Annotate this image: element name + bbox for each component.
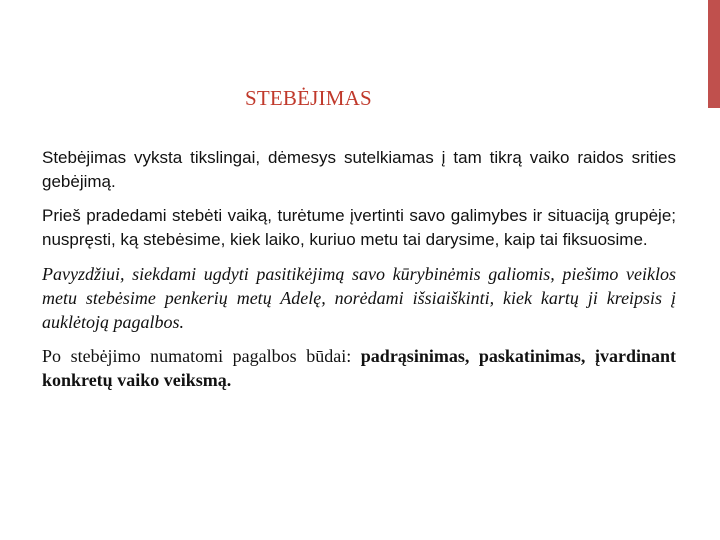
slide-title: STEBĖJIMAS — [245, 86, 372, 110]
slide-content — [42, 146, 676, 402]
paragraph-help-methods — [42, 344, 676, 392]
help-methods-list: padrąsinimas, paskatinimas, įvardinant konkretų vaiko veiksmą. — [42, 346, 677, 390]
paragraph-before-observing: Prieš pradedami stebėti vaiką, turėtume įvertinti savo galimybes ir situaciją grupėje; nuspręsti, ką stebėsime, kiek laiko, kuriuo metu tai darysime, kaip tai fiksuosime. — [42, 206, 676, 249]
help-methods-intro: Po stebėjimo numatomi pagalbos būdai: — [42, 346, 361, 366]
paragraph-observation-definition: Stebėjimas vyksta tikslingai, dėmesys sutelkiamas į tam tikrą vaiko raidos srities gebėjimą. — [42, 148, 676, 191]
accent-bar — [708, 0, 720, 108]
paragraph-example: Pavyzdžiui, siekdami ugdyti pasitikėjimą savo kūrybinėmis galiomis, piešimo veiklos metu stebėsime penkerių metų Adelę, norėdami išsiaiškinti, kiek kartų ji kreipsis į auklėtoją pagalbos. — [42, 264, 676, 332]
